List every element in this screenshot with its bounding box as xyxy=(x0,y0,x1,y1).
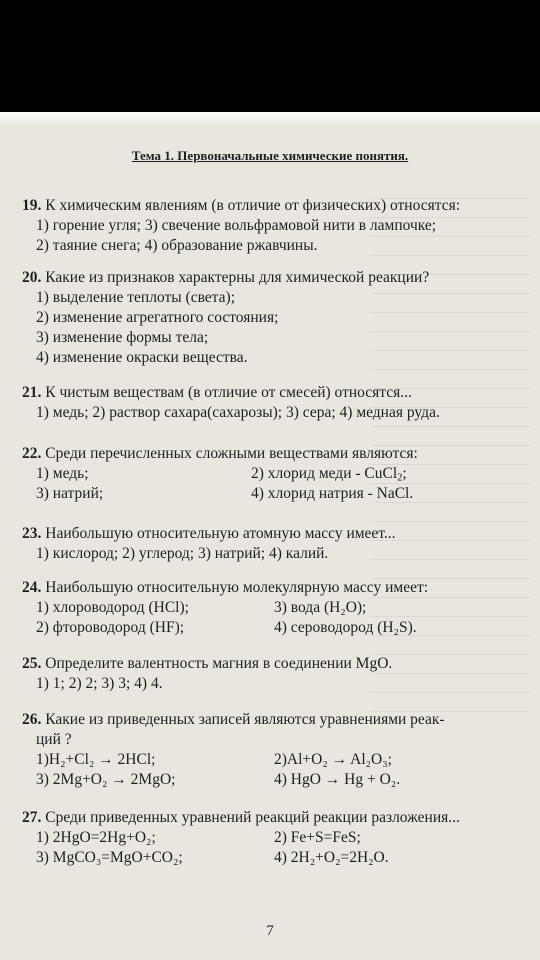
question-number: 27. xyxy=(22,809,42,826)
option: 4) сероводород (H₂S). xyxy=(274,619,417,636)
option: 4) HgO → Hg + O₂. xyxy=(274,771,401,788)
question-number: 24. xyxy=(22,579,42,596)
question-text: Наибольшую относительную атомную массу имеет... xyxy=(45,525,396,542)
option: 1) медь; xyxy=(36,465,89,482)
question-text: Среди перечисленных сложными веществами являются: xyxy=(45,445,418,462)
question-text: К химическим явлениям (в отличие от физических) относятся: xyxy=(45,197,461,214)
question-20 xyxy=(22,268,530,368)
question-19 xyxy=(22,196,530,256)
option: 1) 2HgO=2Hg+O₂; xyxy=(36,829,156,846)
question-22 xyxy=(22,444,530,504)
options-line: 1) 1; 2) 2; 3) 3; 4) 4. xyxy=(36,675,163,692)
options-line: 1) медь; 2) раствор сахара(сахарозы); 3) сера; 4) медная руда. xyxy=(36,404,440,421)
question-26 xyxy=(22,710,530,790)
question-24 xyxy=(22,578,530,638)
option: 1) хлороводород (HCl); xyxy=(36,599,189,616)
book-page xyxy=(0,112,540,960)
question-23 xyxy=(22,524,530,564)
option: 4) изменение окраски вещества. xyxy=(36,349,248,366)
options-line: 2) таяние снега; 4) образование ржавчины. xyxy=(36,237,318,254)
question-number: 25. xyxy=(22,655,42,672)
question-text: Какие из приведенных записей являются уравнениями реак- xyxy=(45,711,445,728)
question-number: 26. xyxy=(22,711,42,728)
black-top-bar xyxy=(0,0,540,112)
option: 4) 2H₂+O₂=2H₂O. xyxy=(274,849,389,866)
option: 3) 2Mg+O₂ → 2MgO; xyxy=(36,771,176,788)
question-text: Среди приведенных уравнений реакций реакции разложения... xyxy=(45,809,460,826)
option: 2) Fe+S=FeS; xyxy=(274,829,361,846)
question-text: К чистым веществам (в отличие от смесей) относятся... xyxy=(45,384,412,401)
page-header: Тема 1. Первоначальные химические понятия. xyxy=(131,148,409,163)
page-number: 7 xyxy=(266,923,274,939)
option: 2)Al+O₂ → Al₂O₃; xyxy=(274,751,392,768)
question-number: 21. xyxy=(22,384,42,401)
question-text: Определите валентность магния в соединении MgO. xyxy=(45,655,393,672)
question-number: 20. xyxy=(22,269,42,286)
question-text: Наибольшую относительную молекулярную массу имеет: xyxy=(45,579,429,596)
option: 2) хлорид меди - CuCl$_2$; xyxy=(251,465,407,484)
question-number: 23. xyxy=(22,525,42,542)
question-25 xyxy=(22,654,530,694)
question-21 xyxy=(22,383,530,423)
option: 4) хлорид натрия - NaCl. xyxy=(251,485,414,502)
options-line: 1) горение угля; 3) свечение вольфрамовой нити в лампочке; xyxy=(36,217,437,234)
option: 1) выделение теплоты (света); xyxy=(36,289,235,306)
question-27 xyxy=(22,808,530,868)
option: 3) вода (H₂O); xyxy=(274,599,367,616)
question-text: Какие из признаков характерны для химической реакции? xyxy=(45,269,430,286)
option: 3) натрий; xyxy=(36,485,104,502)
option: 3) MgCO₃=MgO+CO₂; xyxy=(36,849,183,866)
question-number: 22. xyxy=(22,445,42,462)
question-number: 19. xyxy=(22,197,42,214)
options-line: 1) кислород; 2) углерод; 3) натрий; 4) калий. xyxy=(36,545,329,562)
question-text-continued: ций ? xyxy=(36,731,72,748)
option: 2) изменение агрегатного состояния; xyxy=(36,309,279,326)
option: 2) фтороводород (HF); xyxy=(36,619,185,636)
option: 1)H₂+Cl₂ → 2HCl; xyxy=(36,751,156,768)
option: 3) изменение формы тела; xyxy=(36,329,209,346)
